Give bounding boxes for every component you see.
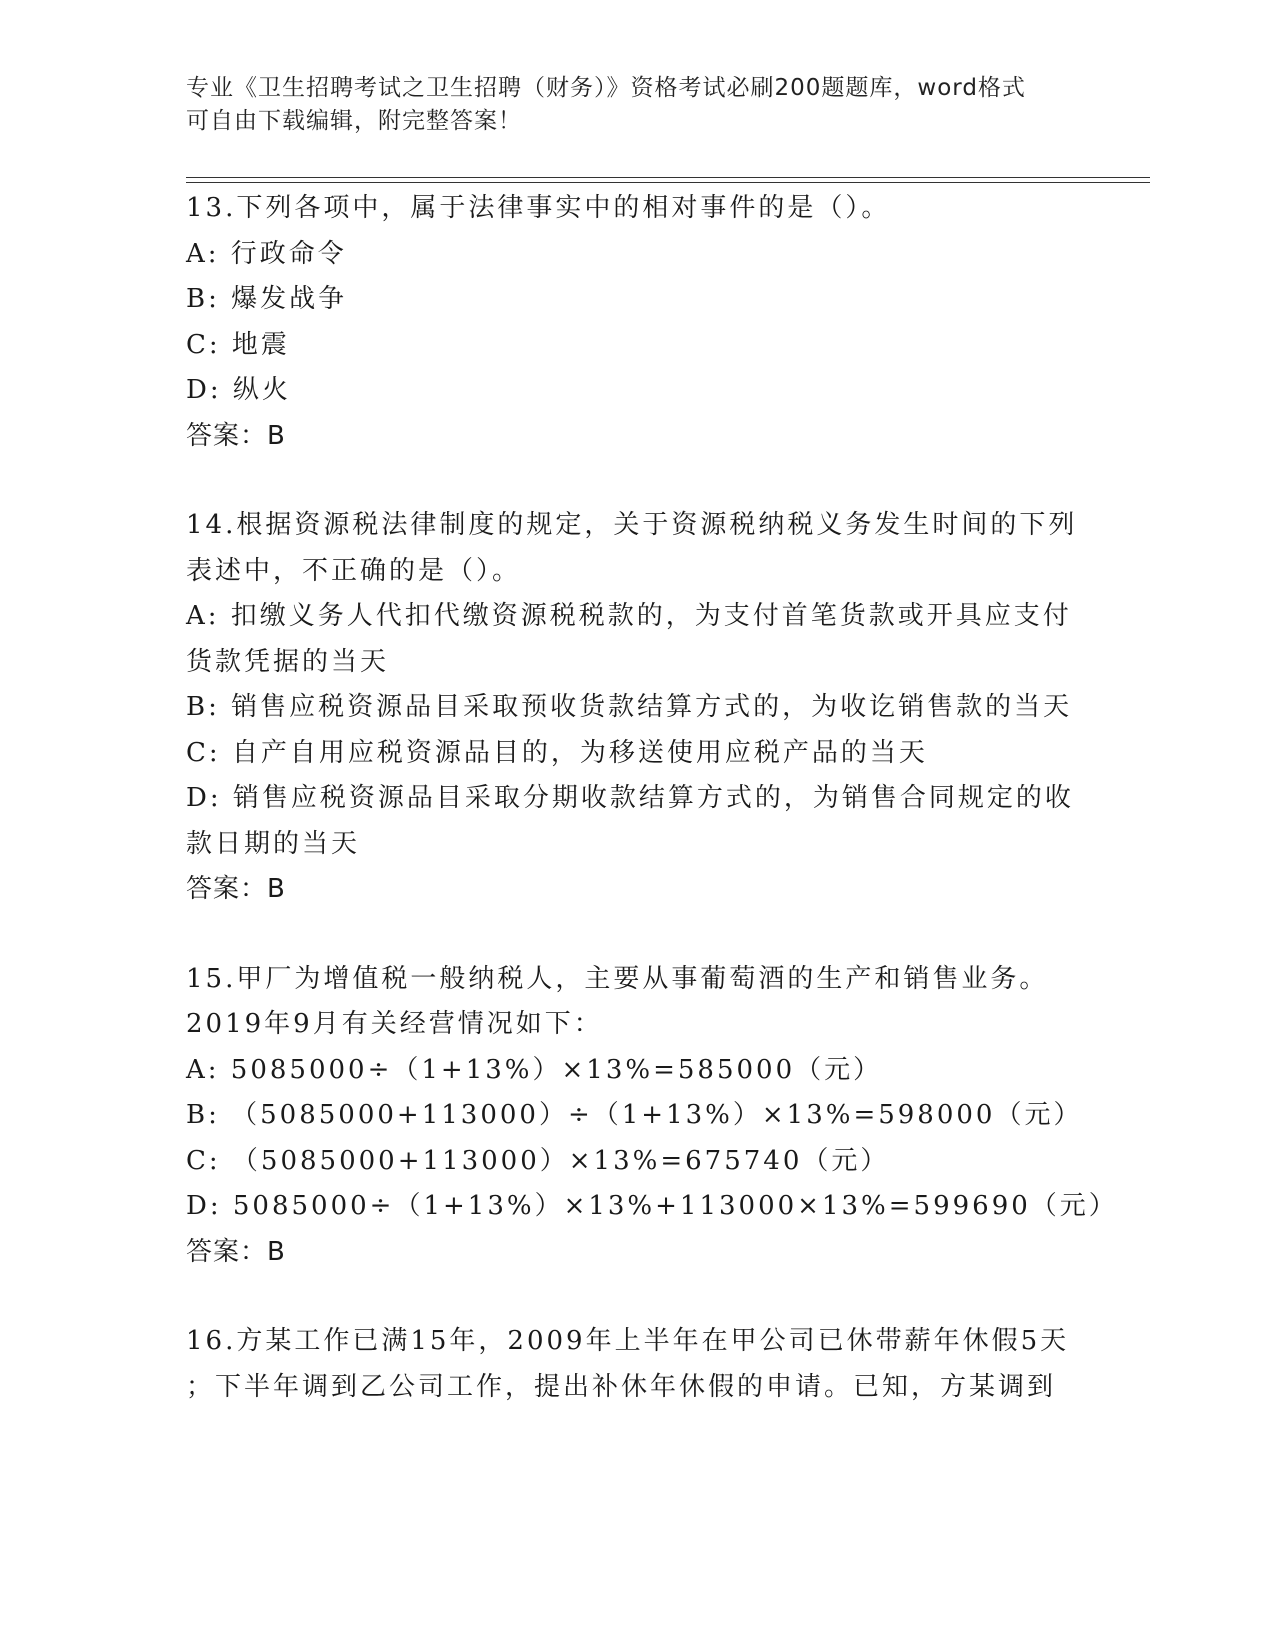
- question-16: [186, 1319, 1086, 1410]
- question-stem: 13.下列各项中，属于法律事实中的相对事件的是（）。: [186, 193, 891, 223]
- option-a-continued: 货款凭据的当天: [186, 646, 390, 677]
- answer-label: 答案：B: [186, 420, 286, 451]
- option-a: A: 行政命令: [186, 238, 347, 269]
- header-line-1: 专业《卫生招聘考试之卫生招聘（财务）》资格考试必刷200题题库，word格式: [186, 75, 1026, 101]
- question-spacer: [186, 1275, 1086, 1319]
- option-b: B: （5085000+113000）÷（1+13%）×13%=598000（元）: [186, 1100, 1083, 1130]
- question-spacer: [186, 459, 1086, 503]
- option-c: C: （5085000+113000）×13%=675740（元）: [186, 1145, 890, 1176]
- question-13: [186, 186, 1086, 459]
- option-d: D: 销售应税资源品目采取分期收款结算方式的，为销售合同规定的收: [186, 783, 1074, 813]
- header-divider-bottom: [186, 182, 1150, 183]
- option-d: D: 纵火: [186, 375, 291, 405]
- question-stem: 14.根据资源税法律制度的规定，关于资源税纳税义务发生时间的下列: [186, 510, 1078, 540]
- question-list: [186, 186, 1118, 1410]
- question-stem: 15.甲厂为增值税一般纳税人，主要从事葡萄酒的生产和销售业务。: [186, 963, 1049, 994]
- question-stem: 16.方某工作已满15年，2009年上半年在甲公司已休带薪年休假5天: [186, 1326, 1070, 1356]
- option-d-continued: 款日期的当天: [186, 828, 361, 859]
- option-b: B: 销售应税资源品目采取预收货款结算方式的，为收讫销售款的当天: [186, 692, 1073, 722]
- question-stem-continued: 表述中，不正确的是（）。: [186, 555, 522, 586]
- option-a: A: 扣缴义务人代扣代缴资源税税款的，为支付首笔货款或开具应支付: [186, 601, 1072, 631]
- question-15: [186, 957, 1118, 1276]
- question-stem-continued: ；下半年调到乙公司工作，提出补休年休假的申请。已知，方某调到: [186, 1371, 1057, 1402]
- question-spacer: [186, 913, 1086, 957]
- option-b: B: 爆发战争: [186, 284, 348, 314]
- answer-label: 答案：B: [186, 1236, 286, 1267]
- option-c: C: 地震: [186, 329, 290, 360]
- document-header: [186, 72, 1066, 138]
- answer-label: 答案：B: [186, 874, 286, 904]
- option-d: D: 5085000÷（1+13%）×13%+113000×13%=599690（元）: [186, 1191, 1118, 1221]
- header-line-2: 可自由下载编辑，附完整答案！: [186, 108, 522, 134]
- option-a: A: 5085000÷（1+13%）×13%=585000（元）: [186, 1054, 883, 1085]
- question-14: [186, 503, 1086, 913]
- header-divider-top: [186, 177, 1150, 178]
- option-c: C: 自产自用应税资源品目的，为移送使用应税产品的当天: [186, 737, 928, 768]
- question-stem-continued: 2019年9月有关经营情况如下：: [186, 1009, 603, 1039]
